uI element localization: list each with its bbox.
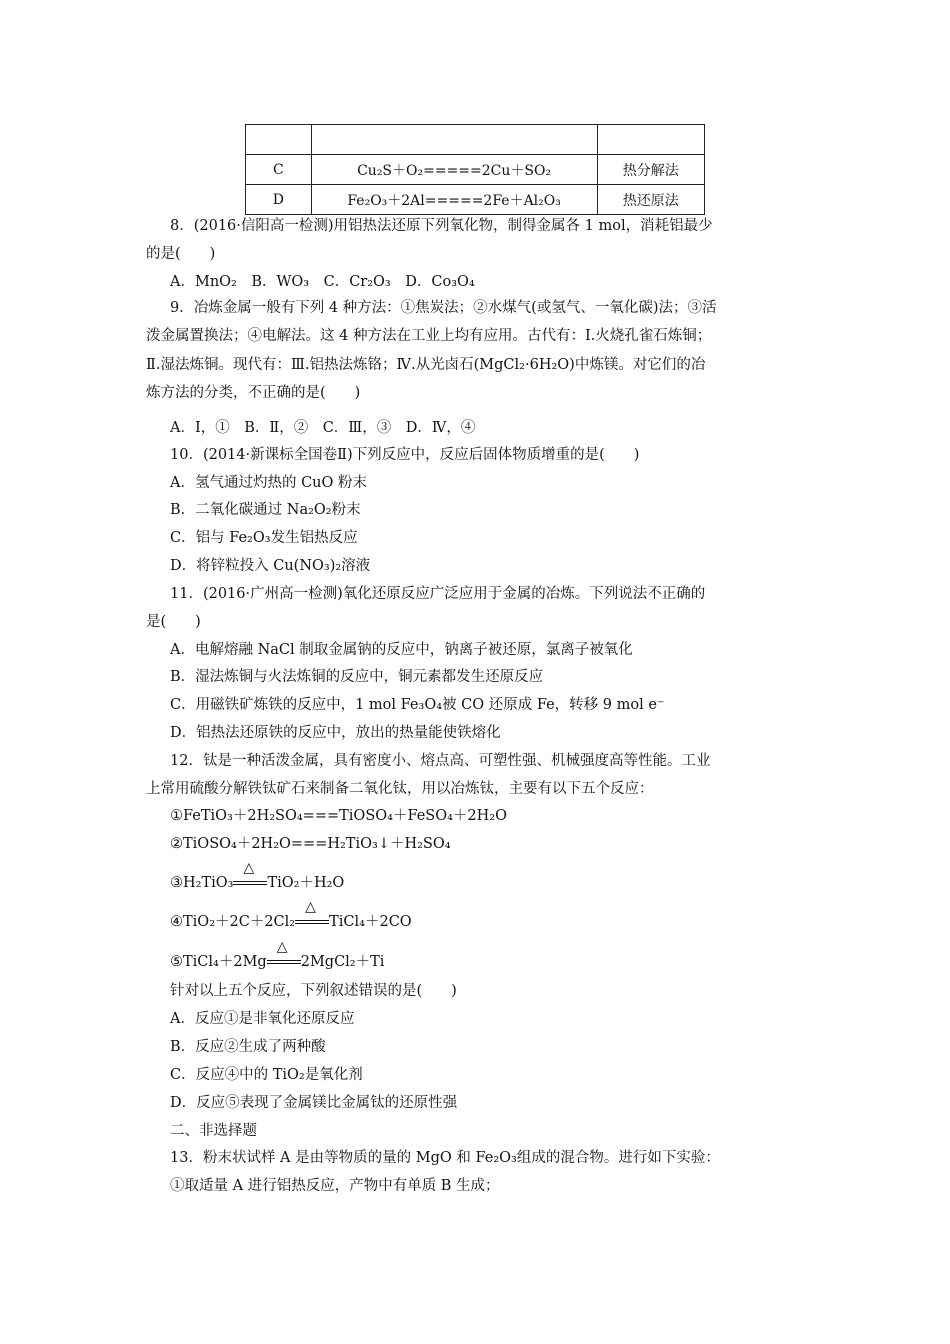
- table-row: [246, 185, 705, 215]
- table-cell-label: C: [246, 155, 312, 185]
- q8-options: A．MnO₂ B．WO₃ C．Cr₂O₃ D．Co₃O₄: [170, 274, 475, 290]
- q9-options: A．Ⅰ，① B．Ⅱ，② C．Ⅲ，③ D．Ⅳ，④: [170, 420, 476, 436]
- table-row: [246, 155, 705, 185]
- double-line-icon: [295, 920, 329, 924]
- q8-stem-line2: 的是( ): [146, 246, 216, 262]
- q10-stem: 10．(2014·新课标全国卷Ⅱ)下列反应中，反应后固体物质增重的是( ): [170, 447, 640, 463]
- heat-arrow: [267, 939, 301, 972]
- table-row: [246, 125, 705, 155]
- reaction-table: [245, 124, 705, 215]
- heat-arrow: [295, 899, 329, 932]
- table-cell-equation: Fe₂O₃＋2Al=====2Fe＋Al₂O₃: [311, 185, 597, 215]
- q12-option-d: D．反应⑤表现了金属镁比金属钛的还原性强: [170, 1095, 458, 1111]
- q13-stem-line1: 13．粉末状试样 A 是由等物质的量的 MgO 和 Fe₂O₃组成的混合物。进行如下实验：: [170, 1150, 720, 1166]
- section-heading: 二、非选择题: [170, 1123, 257, 1139]
- double-line-icon: [233, 881, 267, 885]
- q11-option-b: B．湿法炼铜与火法炼铜的反应中，铜元素都发生还原反应: [170, 669, 544, 685]
- q11-stem-line1: 11．(2016·广州高一检测)氧化还原反应广泛应用于金属的冶炼。下列说法不正确的: [170, 586, 706, 602]
- q12-reaction-5: [170, 939, 385, 972]
- reaction-5-reactants: ⑤TiCl₄＋2Mg: [170, 954, 267, 970]
- q12-option-b: B．反应②生成了两种酸: [170, 1039, 326, 1055]
- q13-stem-line2: ①取适量 A 进行铝热反应，产物中有单质 B 生成；: [170, 1178, 500, 1194]
- heat-arrow: [233, 860, 267, 893]
- q12-stem-line1: 12．钛是一种活泼金属，具有密度小、熔点高、可塑性强、机械强度高等性能。工业: [170, 753, 711, 769]
- table-cell-equation: Cu₂S＋O₂=====2Cu＋SO₂: [311, 155, 597, 185]
- table-cell-equation: [311, 125, 597, 155]
- table-cell-method: 热还原法: [597, 185, 704, 215]
- q9-stem-line3: Ⅱ.湿法炼铜。现代有：Ⅲ.铝热法炼铬；Ⅳ.从光卤石(MgCl₂·6H₂O)中炼镁。对它们的冶: [146, 357, 706, 373]
- q12-reaction-2: ②TiOSO₄＋2H₂O===H₂TiO₃↓＋H₂SO₄: [170, 836, 451, 852]
- q10-option-d: D．将锌粒投入 Cu(NO₃)₂溶液: [170, 558, 371, 574]
- table-cell-method: [597, 125, 704, 155]
- table-cell-method: 热分解法: [597, 155, 704, 185]
- q11-option-c: C．用磁铁矿炼铁的反应中，1 mol Fe₃O₄被 CO 还原成 Fe，转移 9 mol e⁻: [170, 697, 665, 713]
- q11-option-a: A．电解熔融 NaCl 制取金属钠的反应中，钠离子被还原，氯离子被氧化: [170, 642, 633, 658]
- reaction-4-products: TiCl₄＋2CO: [329, 914, 412, 930]
- table-cell-label: [246, 125, 312, 155]
- q12-option-a: A．反应①是非氧化还原反应: [170, 1011, 355, 1027]
- heat-triangle-icon: △: [305, 899, 316, 915]
- q10-option-b: B．二氧化碳通过 Na₂O₂粉末: [170, 502, 361, 518]
- q9-stem-line2: 泼金属置换法；④电解法。这 4 种方法在工业上均有应用。古代有：Ⅰ.火烧孔雀石炼铜；: [146, 328, 712, 344]
- q12-reaction-1: ①FeTiO₃＋2H₂SO₄===TiOSO₄＋FeSO₄＋2H₂O: [170, 808, 508, 824]
- heat-triangle-icon: △: [243, 860, 255, 876]
- q11-option-d: D．铝热法还原铁的反应中，放出的热量能使铁熔化: [170, 725, 501, 741]
- double-line-icon: [267, 960, 301, 964]
- table-cell-label: D: [246, 185, 312, 215]
- q9-stem-line4: 炼方法的分类，不正确的是( ): [146, 385, 361, 401]
- q10-option-a: A．氢气通过灼热的 CuO 粉末: [170, 475, 368, 491]
- q12-reaction-3: [170, 860, 345, 893]
- q9-stem-line1: 9．冶炼金属一般有下列 4 种方法：①焦炭法；②水煤气(或氢气、一氧化碳)法；③活: [170, 300, 717, 316]
- q8-stem-line1: 8．(2016·信阳高一检测)用铝热法还原下列氧化物，制得金属各 1 mol，消耗铝最少: [170, 218, 713, 234]
- q10-option-c: C．铝与 Fe₂O₃发生铝热反应: [170, 530, 358, 546]
- reaction-5-products: 2MgCl₂＋Ti: [300, 954, 385, 970]
- heat-triangle-icon: △: [276, 939, 288, 955]
- q12-reaction-4: [170, 899, 412, 932]
- q12-stem-line2: 上常用硫酸分解铁钛矿石来制备二氧化钛，用以冶炼钛，主要有以下五个反应：: [146, 781, 654, 797]
- q11-stem-line2: 是( ): [146, 614, 201, 630]
- reaction-4-reactants: ④TiO₂＋2C＋2Cl₂: [170, 914, 296, 930]
- q12-question: 针对以上五个反应，下列叙述错误的是( ): [170, 983, 457, 999]
- q12-option-c: C．反应④中的 TiO₂是氧化剂: [170, 1067, 363, 1083]
- reaction-3-reactants: ③H₂TiO₃: [170, 875, 234, 891]
- reaction-3-products: TiO₂＋H₂O: [267, 875, 345, 891]
